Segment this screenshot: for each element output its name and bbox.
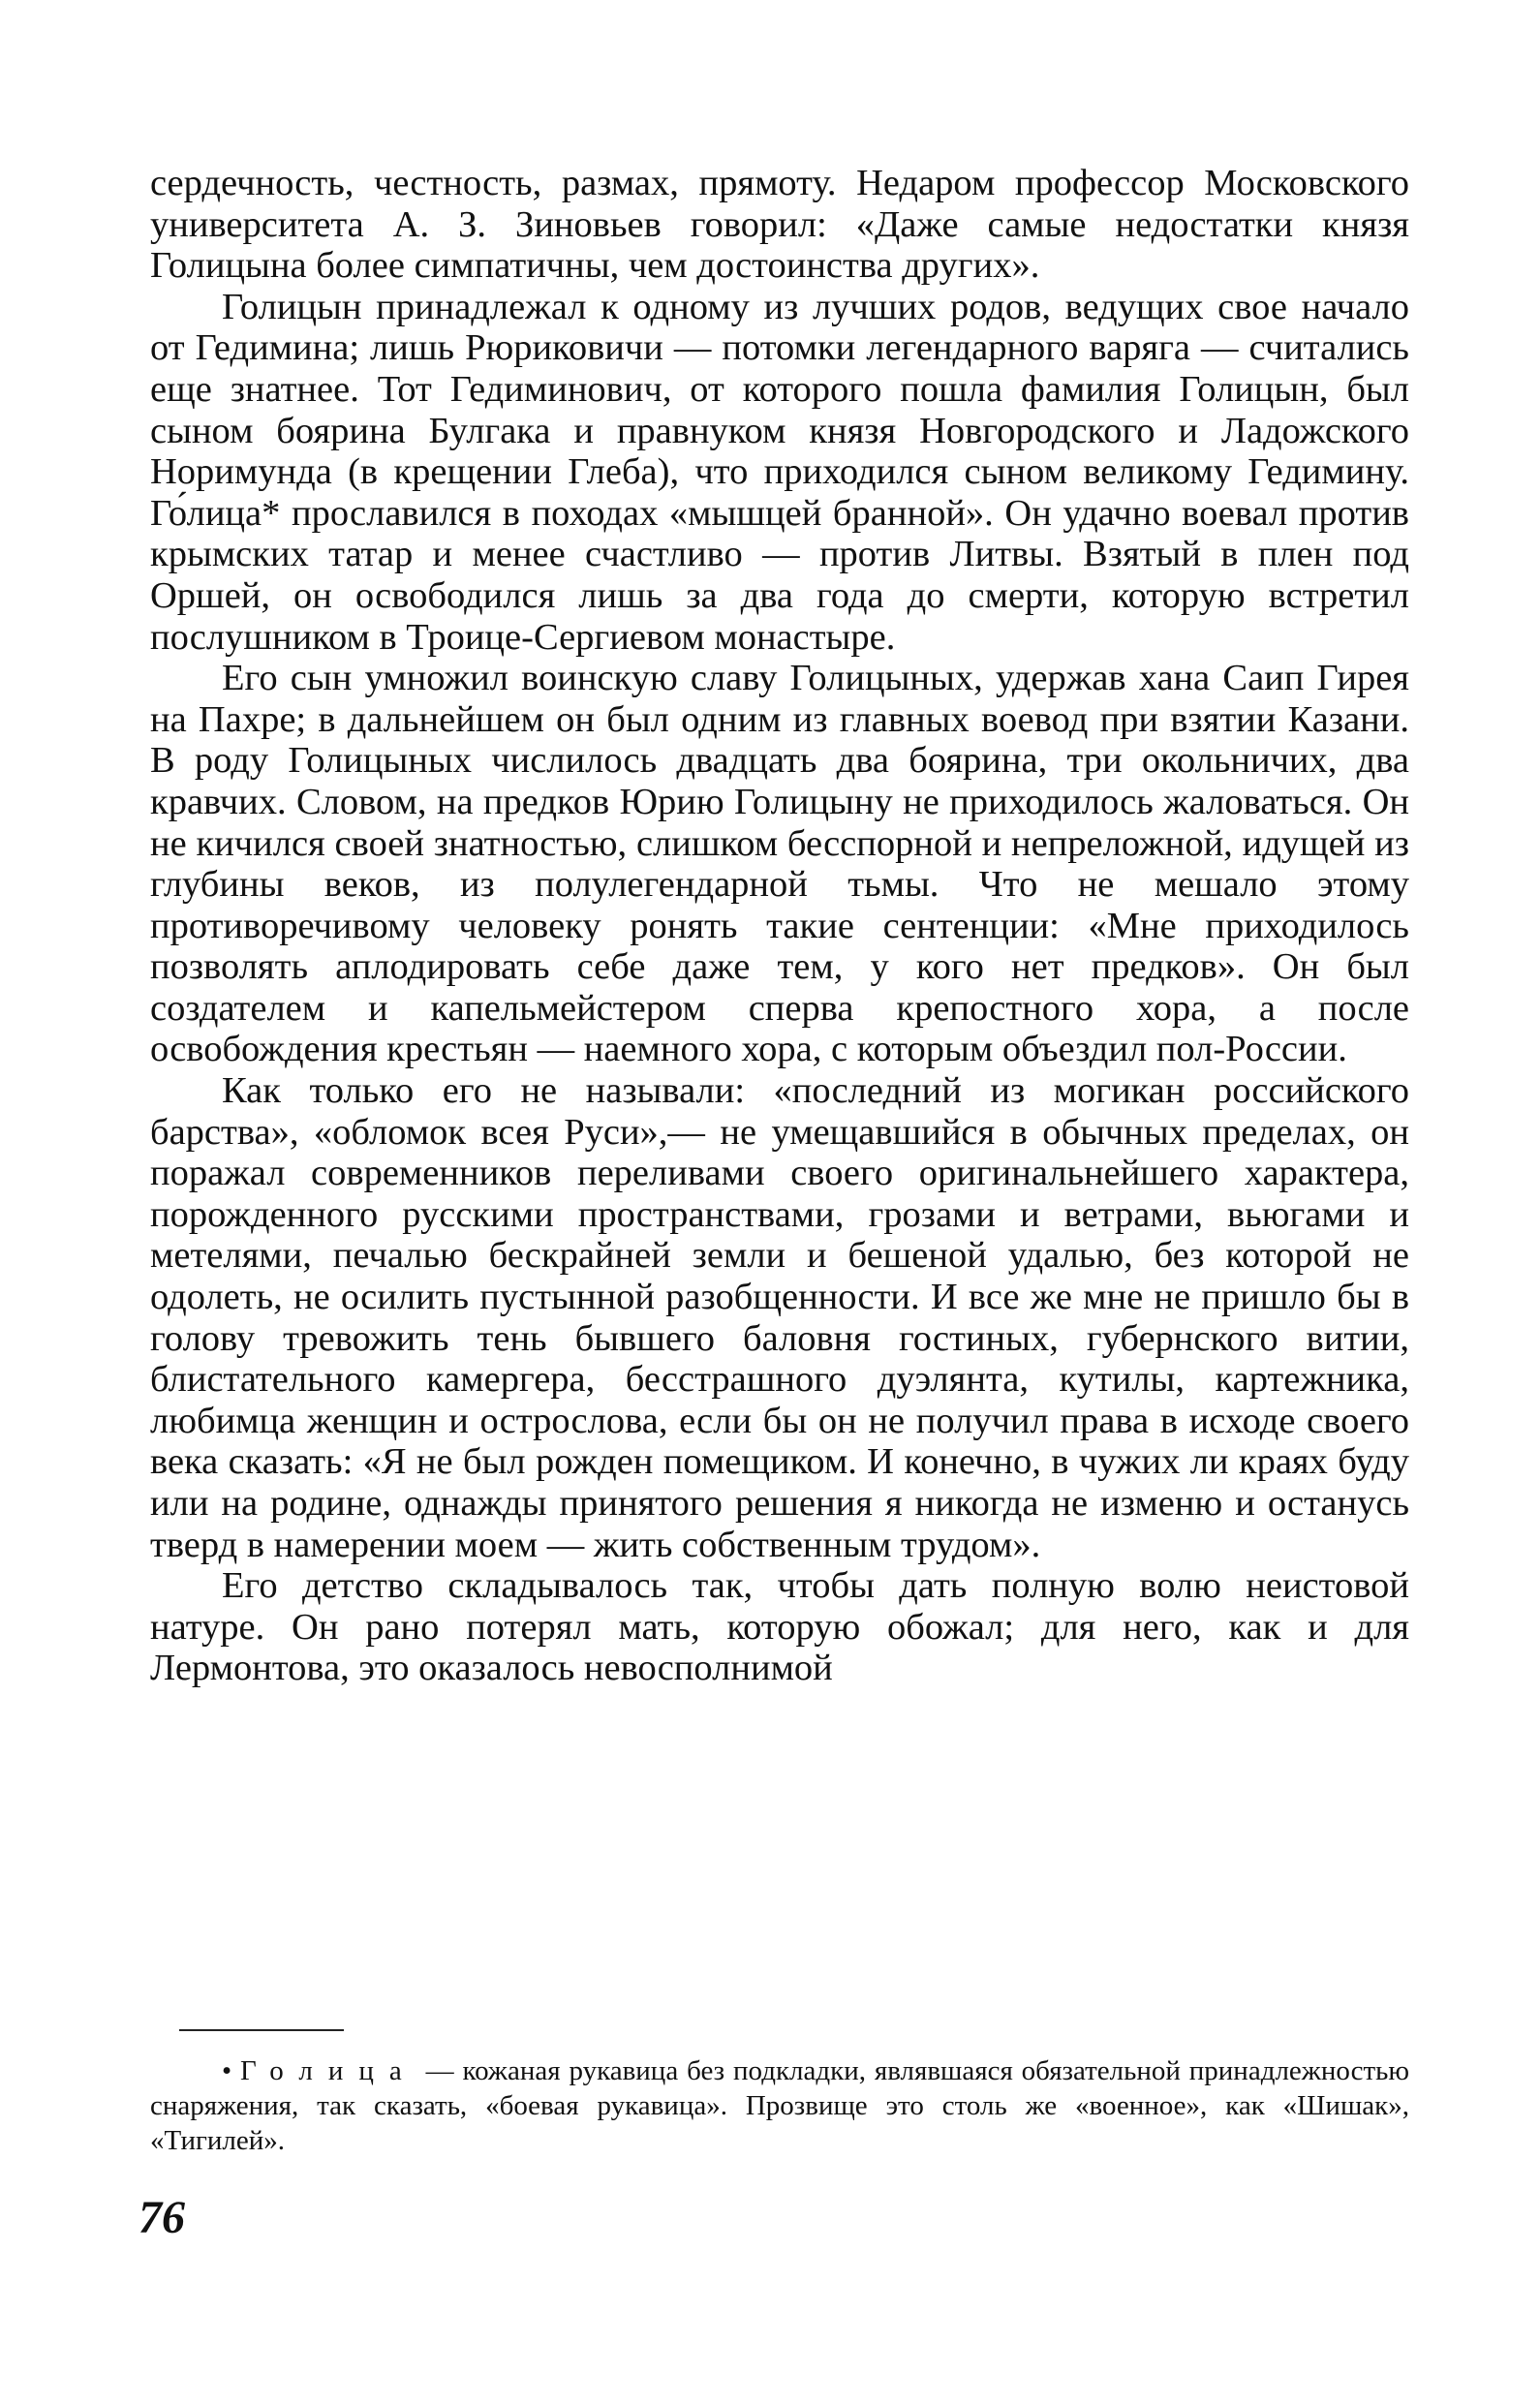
footnote-text: — кожаная рукавица без подкладки, являвшаяся обязательной принадлежностью снаряжения, так сказать, «боевая рукавица». Прозвище это столь же «военное», как «Шишак», «Тигилей». [150,2055,1410,2156]
paragraph-3: Его сын умножил воинскую славу Голицыных, удержав хана Саип Гирея на Пахре; в дальнейшем он был одним из главных воевод при взятии Казани. В роду Голицыных числилось двадцать два боярина, три окольничих, два кравчих. Словом, на предков Юрию Голицыну не приходилось жаловаться. Он не кичился своей знатностью, слишком бесспорной и непреложной, идущей из глубины веков, из полулегендарной тьмы. Что не мешало этому противоречивому человеку ронять такие сентенции: «Мне приходилось позволять аплодировать себе даже тем, у кого нет предков». Он был создателем и капельмейстером сперва крепостного хора, а после освобождения крестьян — наемного хора, с которым объездил пол-России. [150,658,1409,1070]
page-number: 76 [139,2192,185,2243]
main-text [150,163,1409,1689]
paragraph-5: Его детство складывалось так, чтобы дать полную волю неистовой натуре. Он рано потерял мать, которую обожал; для него, как и для Лермонтова, это оказалось невосполнимой [150,1565,1409,1689]
paragraph-4: Как только его не называли: «последний из могикан российского барства», «обломок всея Руси»,— не умещавшийся в обычных пределах, он поражал современников переливами своего оригинальнейшего характера, порожденного русскими пространствами, грозами и ветрами, вьюгами и метелями, печалью бескрайней земли и бешеной удалью, без которой не одолеть, не осилить пустынной разобщенности. И все же мне не пришло бы в голову тревожить тень бывшего баловня гостиных, губернского витии, блистательного камергера, бесстрашного дуэлянта, кутилы, картежника, любимца женщин и острослова, если бы он не получил права в исходе своего века сказать: «Я не был рожден помещиком. И конечно, в чужих ли краях буду или на родине, однажды принятого решения я никогда не изменю и останусь тверд в намерении моем — жить собственным трудом». [150,1070,1409,1565]
paragraph-1: сердечность, честность, размах, прямоту. Недаром профессор Московского университета А. З. Зиновьев говорил: «Даже самые недостатки князя Голицына более симпатичны, чем достоинства других». [150,163,1409,287]
footnote-term: Голица [240,2055,417,2086]
footnote-marker: • [222,2055,232,2086]
footnote-divider [179,2029,344,2031]
footnote [150,2053,1409,2158]
paragraph-2: Голицын принадлежал к одному из лучших родов, ведущих свое начало от Гедимина; лишь Рюриковичи — потомки легендарного варяга — считались еще знатнее. Тот Гедиминович, от которого пошла фамилия Голицын, был сыном боярина Булгака и правнуком князя Новгородского и Ладожского Норимунда (в крещении Глеба), что приходился сыном великому Гедимину. Го́лица* прославился в походах «мышцей бранной». Он удачно воевал против крымских татар и менее счастливо — против Литвы. Взятый в плен под Оршей, он освободился лишь за два года до смерти, которую встретил послушником в Троице-Сергиевом монастыре. [150,286,1409,658]
